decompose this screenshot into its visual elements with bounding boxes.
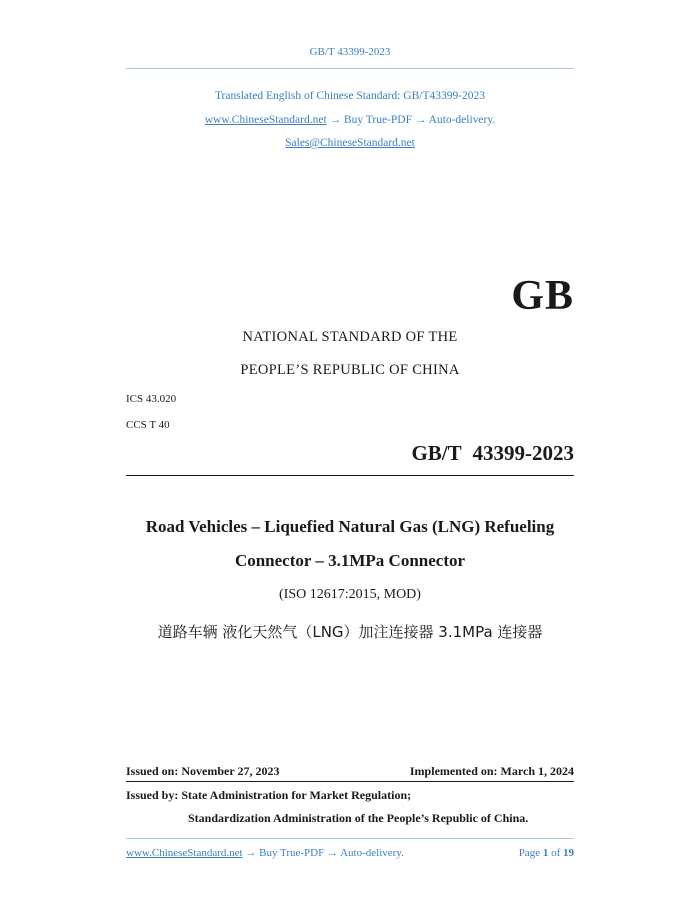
footer-buy-text: → Buy True-PDF → Auto-delivery.: [242, 847, 404, 859]
title-line1: Road Vehicles – Liquefied Natural Gas (LNG) Refueling: [145, 517, 555, 536]
chinesestandard-link[interactable]: www.ChineseStandard.net: [204, 114, 327, 126]
promo-buy-line: [0, 114, 700, 126]
gb-mark: GB: [511, 273, 574, 319]
footer-chinesestandard-link[interactable]: www.ChineseStandard.net: [126, 847, 243, 859]
page-total: 19: [563, 847, 574, 859]
page-number: 1: [542, 847, 549, 859]
dates-row: [126, 764, 574, 779]
issuer-line1: Issued by: State Administration for Market Regulation;: [126, 788, 412, 802]
sales-email-link[interactable]: Sales@ChineseStandard.net: [285, 137, 415, 149]
promo-buy-text: → Buy True-PDF → Auto-delivery.: [326, 114, 496, 126]
issuer-line2: Standardization Administration of the People’s Republic of China.: [188, 811, 529, 825]
ics-code: ICS 43.020: [126, 393, 177, 405]
national-standard-line2: PEOPLE’S REPUBLIC OF CHINA: [240, 362, 460, 378]
footer-divider: [126, 838, 574, 839]
implemented-date: Implemented on: March 1, 2024: [409, 764, 574, 778]
header-divider: [126, 68, 574, 69]
title-divider: [126, 475, 574, 476]
national-standard-line1: NATIONAL STANDARD OF THE: [242, 329, 458, 345]
document-number: GB/T 43399-2023: [411, 441, 574, 465]
issued-date: Issued on: November 27, 2023: [126, 764, 280, 778]
of-word: of: [551, 847, 561, 859]
promo-translation-line: Translated English of Chinese Standard: GB/T43399-2023: [214, 90, 486, 102]
page-word: Page: [518, 847, 541, 859]
dates-divider: [126, 781, 574, 782]
page-indicator: [519, 847, 574, 859]
promo-email-line: [0, 137, 700, 149]
ccs-code: CCS T 40: [126, 419, 170, 431]
title-line2: Connector – 3.1MPa Connector: [234, 551, 466, 570]
header-standard-code: GB/T 43399-2023: [309, 46, 391, 58]
chinese-title: 道路车辆 液化天然气（LNG）加注连接器 3.1MPa 连接器: [157, 623, 543, 641]
iso-reference: (ISO 12617:2015, MOD): [279, 587, 421, 602]
footer: [126, 847, 574, 859]
